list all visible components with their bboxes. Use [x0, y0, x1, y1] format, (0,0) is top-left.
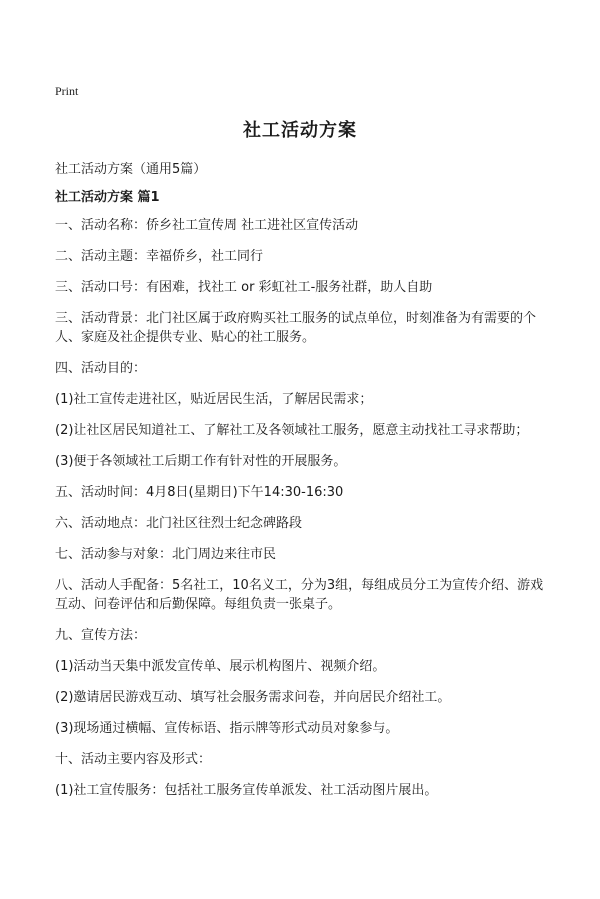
- paragraph: (1)活动当天集中派发宣传单、展示机构图片、视频介绍。: [55, 659, 386, 674]
- paragraph: 一、活动名称：侨乡社工宣传周 社工进社区宣传活动: [55, 218, 359, 233]
- paragraph: (2)邀请居民游戏互动、填写社会服务需求问卷，并向居民介绍社工。: [55, 690, 451, 705]
- paragraph: 三、活动背景：北门社区属于政府购买社工服务的试点单位，时刻准备为有需要的个人、家庭及社企提供专业、贴心的社工服务。: [55, 311, 537, 345]
- paragraph: 四、活动目的：: [55, 361, 147, 376]
- section-heading: 社工活动方案 篇1: [55, 190, 160, 205]
- paragraph: 二、活动主题：幸福侨乡，社工同行: [55, 249, 264, 264]
- paragraph: 九、宣传方法：: [55, 628, 147, 643]
- document-body: [55, 216, 555, 812]
- paragraph: (2)让社区居民知道社工、了解社工及各领域社工服务，愿意主动找社工寻求帮助；: [55, 423, 529, 438]
- paragraph: 七、活动参与对象：北门周边来往市民: [55, 547, 277, 562]
- paragraph: (1)社工宣传走进社区，贴近居民生活，了解居民需求；: [55, 392, 373, 407]
- document-title: 社工活动方案: [243, 120, 357, 141]
- document-subtitle: 社工活动方案（通用5篇）: [55, 162, 207, 177]
- print-link[interactable]: Print: [55, 84, 79, 98]
- paragraph: 八、活动人手配备：5名社工，10名义工，分为3组，每组成员分工为宣传介绍、游戏互动、问卷评估和后勤保障。每组负责一张桌子。: [55, 578, 544, 612]
- paragraph: 六、活动地点：北门社区往烈士纪念碑路段: [55, 516, 303, 531]
- paragraph: (3)现场通过横幅、宣传标语、指示牌等形式动员对象参与。: [55, 721, 399, 736]
- paragraph: 五、活动时间：4月8日(星期日)下午14:30-16:30: [55, 485, 344, 500]
- paragraph: 十、活动主要内容及形式：: [55, 752, 212, 767]
- paragraph: (1)社工宣传服务：包括社工服务宣传单派发、社工活动图片展出。: [55, 783, 438, 798]
- paragraph: 三、活动口号：有困难，找社工 or 彩虹社工-服务社群，助人自助: [55, 280, 433, 295]
- paragraph: (3)便于各领域社工后期工作有针对性的开展服务。: [55, 454, 347, 469]
